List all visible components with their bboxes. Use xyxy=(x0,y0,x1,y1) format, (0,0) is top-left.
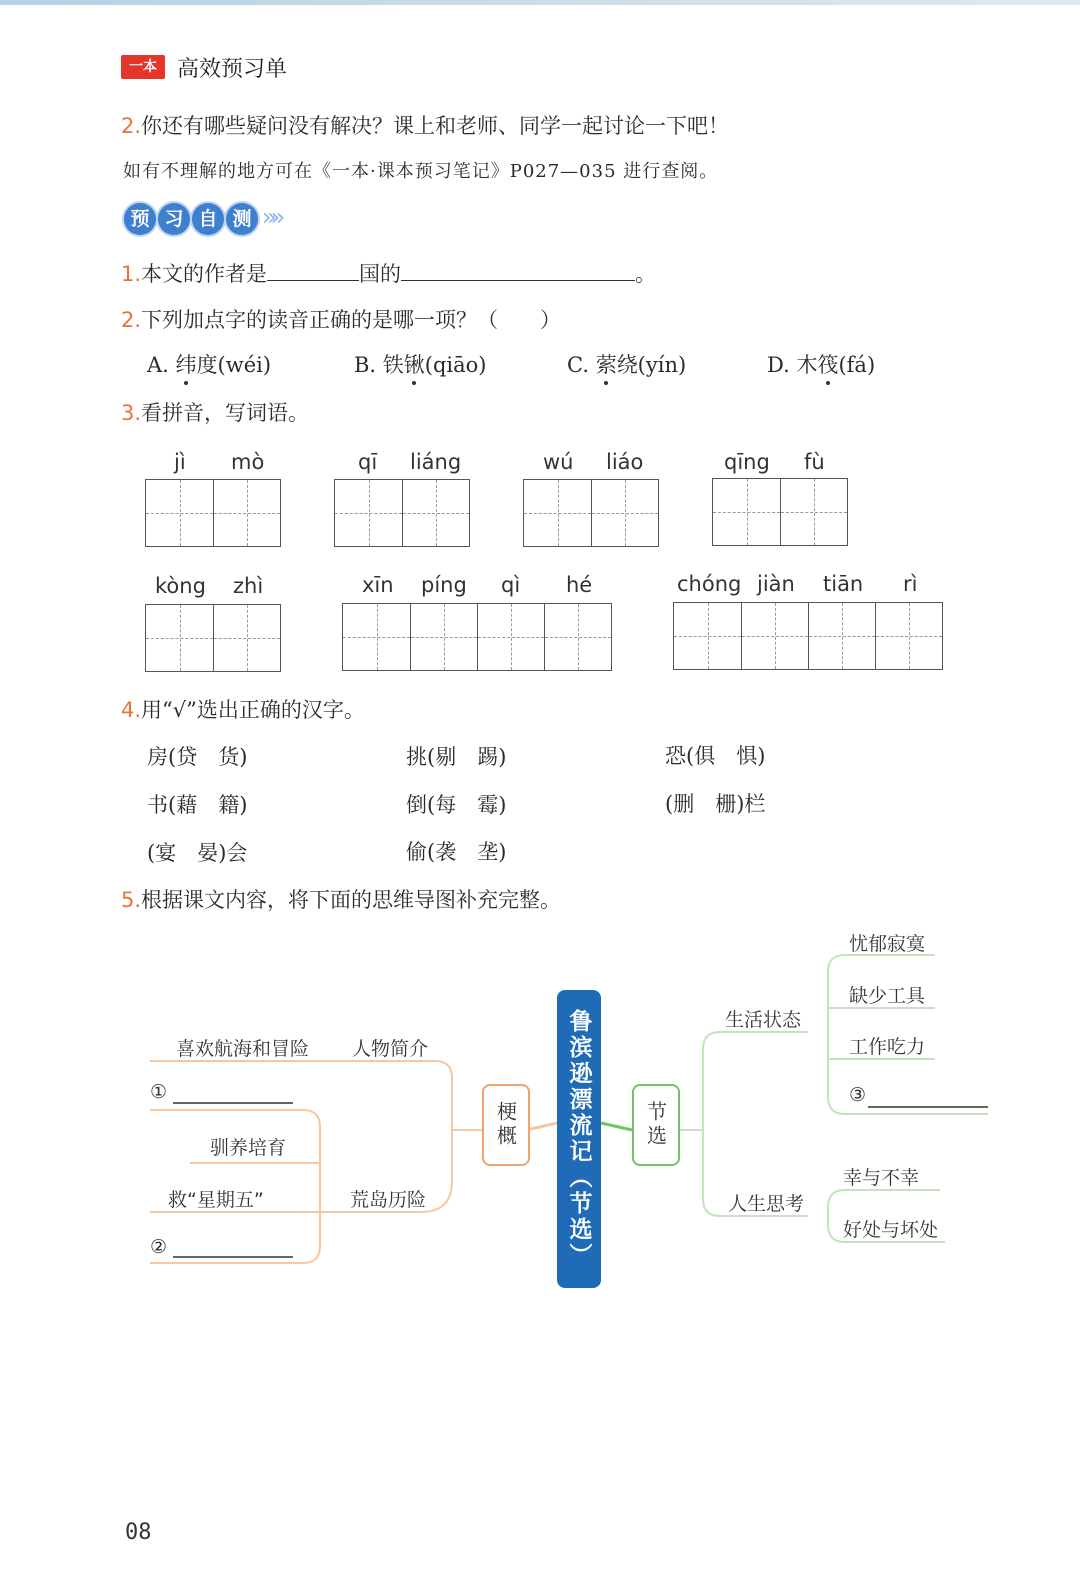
dotted-char: 萦 xyxy=(595,353,617,377)
mindmap-leaf: 幸与不幸 xyxy=(843,1167,920,1189)
char-choice[interactable]: 书(藉 籍) xyxy=(147,793,248,817)
char-choice[interactable]: (宴 晏)会 xyxy=(147,841,248,865)
section-char-2: 习 xyxy=(158,203,190,235)
pinyin: qī xyxy=(358,450,378,474)
mindmap-branch: 人物简介 xyxy=(352,1038,429,1060)
char-choice[interactable]: 倒(每 霉) xyxy=(406,793,507,817)
q1-end: 。 xyxy=(635,262,657,286)
char-choice[interactable]: 挑(剔 踢) xyxy=(406,745,507,769)
char-choice[interactable]: 偷(袭 垄) xyxy=(406,840,507,864)
section-char-1: 预 xyxy=(124,203,156,235)
page-number: 08 xyxy=(125,1520,152,1545)
option-char: 木 xyxy=(796,353,818,377)
section-char-4: 测 xyxy=(226,203,258,235)
mindmap-leaf: 缺少工具 xyxy=(849,985,926,1007)
mindmap-leaf: 工作吃力 xyxy=(849,1036,926,1058)
pinyin: liáo xyxy=(606,450,644,474)
pinyin: tiān xyxy=(823,572,864,596)
mindmap-leaf: 喜欢航海和冒险 xyxy=(176,1038,310,1060)
blank-marker-1[interactable]: ① xyxy=(150,1081,168,1103)
option-reading: (qiāo) xyxy=(424,353,487,377)
option-letter: B. xyxy=(354,353,377,377)
option-char: 铁 xyxy=(382,353,404,377)
pinyin: qì xyxy=(501,573,521,597)
pinyin: zhì xyxy=(233,574,264,598)
mindmap-leaf: 忧郁寂寞 xyxy=(849,933,926,955)
blank-marker-2[interactable]: ② xyxy=(150,1236,168,1258)
option-reading: 度(wéi) xyxy=(196,353,272,377)
pinyin: mò xyxy=(231,450,265,474)
q1-number: 1. xyxy=(121,262,142,286)
pinyin: kòng xyxy=(155,574,206,598)
pinyin: jì xyxy=(174,450,186,474)
pinyin: fù xyxy=(804,450,825,474)
q3-number: 3. xyxy=(121,401,142,425)
option-letter: C. xyxy=(567,353,589,377)
option-reading: 绕(yín) xyxy=(616,353,687,377)
section-arrows-icon: »» xyxy=(262,203,280,231)
option-reading: (fá) xyxy=(838,353,876,377)
q4-text: 用“√”选出正确的汉字。 xyxy=(141,698,365,722)
pinyin: qīng xyxy=(724,450,770,474)
mindmap-leaf: 救“星期五” xyxy=(168,1189,264,1211)
q4-number: 4. xyxy=(121,698,142,722)
option-letter: D. xyxy=(767,353,790,377)
discussion-text: 你还有哪些疑问没有解决？课上和老师、同学一起讨论一下吧！ xyxy=(141,114,730,138)
mindmap-branch: 荒岛历险 xyxy=(350,1189,427,1211)
pinyin: jiàn xyxy=(757,572,795,596)
q2-number: 2. xyxy=(121,308,142,332)
dotted-char: 筏 xyxy=(817,353,839,377)
mindmap-center-title: 鲁滨逊漂流记（节选） xyxy=(557,990,601,1288)
q5-text: 根据课文内容，将下面的思维导图补充完整。 xyxy=(141,888,562,912)
pinyin: píng xyxy=(421,573,467,597)
pinyin: liáng xyxy=(410,450,462,474)
mindmap-branch: 生活状态 xyxy=(725,1009,802,1031)
char-choice[interactable]: (删 栅)栏 xyxy=(665,792,766,816)
blank-marker-3[interactable]: ③ xyxy=(849,1084,867,1106)
mindmap-node-excerpt: 节选 xyxy=(632,1084,680,1166)
mindmap-leaf: 驯养培育 xyxy=(210,1137,287,1159)
mindmap-leaf: 好处与坏处 xyxy=(843,1219,939,1241)
option-letter: A. xyxy=(147,353,169,377)
pinyin: chóng xyxy=(677,572,742,596)
char-choice[interactable]: 房(贷 货) xyxy=(147,745,248,769)
brand-logo: 一本 xyxy=(121,55,165,79)
pinyin: hé xyxy=(566,573,593,597)
pinyin: xīn xyxy=(362,573,394,597)
mindmap-node-summary: 梗概 xyxy=(482,1084,530,1166)
section-char-3: 自 xyxy=(192,203,224,235)
discussion-number: 2. xyxy=(121,114,142,138)
pinyin: wú xyxy=(543,450,574,474)
pinyin: rì xyxy=(903,572,918,596)
page-title: 高效预习单 xyxy=(177,57,288,82)
char-choice[interactable]: 恐(俱 惧) xyxy=(665,744,766,768)
q5-number: 5. xyxy=(121,888,142,912)
q3-text: 看拼音，写词语。 xyxy=(141,401,310,425)
q1-text-1: 本文的作者是 xyxy=(141,262,268,286)
dotted-char: 锹 xyxy=(403,353,425,377)
q1-text-2: 国的 xyxy=(359,262,402,286)
mindmap-branch: 人生思考 xyxy=(728,1193,805,1215)
q2-text: 下列加点字的读音正确的是哪一项？（ ） xyxy=(141,308,562,332)
reference-note: 如有不理解的地方可在《一本·课本预习笔记》P027—035 进行查阅。 xyxy=(123,161,719,182)
dotted-char: 纬 xyxy=(175,353,197,377)
